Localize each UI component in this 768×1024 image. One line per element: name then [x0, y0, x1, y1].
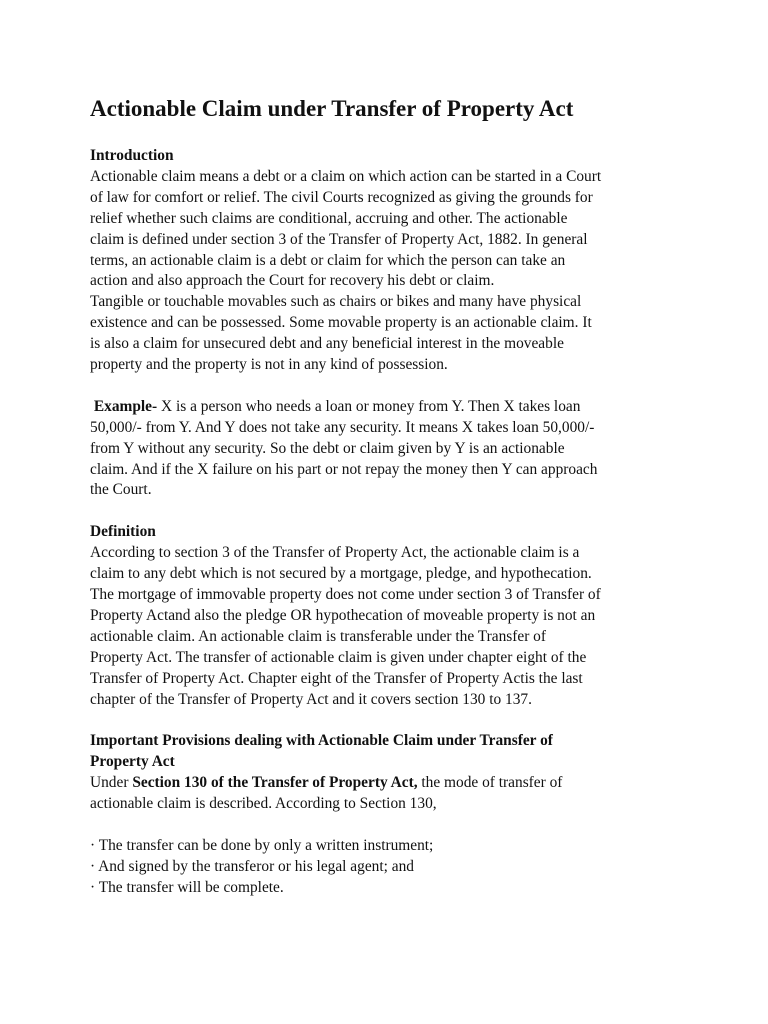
text-line	[90, 773, 690, 794]
heading-line: Important Provisions dealing with Actionable Claim under Transfer of	[90, 732, 553, 750]
text-line: actionable claim. An actionable claim is transferable under the Transfer of	[90, 627, 546, 645]
text-line: According to section 3 of the Transfer of Property Act, the actionable claim is a	[90, 544, 580, 562]
text-line: is also a claim for unsecured debt and any beneficial interest in the moveable	[90, 335, 564, 353]
text-line: existence and can be possessed. Some movable property is an actionable claim. It	[90, 314, 592, 332]
text-line	[90, 397, 690, 418]
example-label: Example-	[93, 397, 158, 415]
list-item: · The transfer can be done by only a written instrument;	[90, 836, 434, 854]
introduction-paragraph-1	[90, 167, 690, 292]
section-130-reference: Section 130 of the Transfer of Property Act,	[132, 774, 418, 792]
text-line: relief whether such claims are conditional, accruing and other. The actionable	[90, 209, 568, 227]
introduction-paragraph-2	[90, 292, 690, 376]
under-prefix: Under	[90, 774, 133, 792]
text-line: terms, an actionable claim is a debt or claim for which the person can take an	[90, 251, 566, 269]
document-title: Actionable Claim under Transfer of Property Act	[90, 96, 574, 121]
bullet-list	[90, 836, 690, 899]
text-line: chapter of the Transfer of Property Act and it covers section 130 to 137.	[90, 690, 532, 708]
text-line: property and the property is not in any kind of possession.	[90, 356, 448, 374]
text-line: Actionable claim means a debt or a claim on which action can be started in a Court	[90, 167, 602, 185]
text-line: the Court.	[90, 481, 152, 499]
text-line: from Y without any security. So the debt or claim given by Y is an actionable	[90, 439, 565, 457]
under-rest: the mode of transfer of	[417, 774, 563, 792]
text-line: Property Act. The transfer of actionable claim is given under chapter eight of the	[90, 648, 587, 666]
text-line: Property Actand also the pledge OR hypothecation of moveable property is not an	[90, 606, 596, 624]
text-line: of law for comfort or relief. The civil Courts recognized as giving the grounds for	[90, 188, 593, 206]
text-line: claim. And if the X failure on his part or not repay the money then Y can approach	[90, 460, 598, 478]
example-first-line: X is a person who needs a loan or money from Y. Then X takes loan	[157, 397, 581, 415]
text-line: claim is defined under section 3 of the Transfer of Property Act, 1882. In general	[90, 230, 588, 248]
text-line: The mortgage of immovable property does not come under section 3 of Transfer of	[90, 586, 601, 603]
list-item: · And signed by the transferor or his legal agent; and	[90, 857, 414, 875]
provisions-heading	[90, 731, 690, 773]
text-line: claim to any debt which is not secured by a mortgage, pledge, and hypothecation.	[90, 565, 592, 583]
definition-heading: Definition	[90, 523, 156, 541]
provisions-paragraph	[90, 773, 690, 815]
definition-paragraph	[90, 543, 690, 710]
text-line: actionable claim is described. According to Section 130,	[90, 795, 437, 813]
text-line: Transfer of Property Act. Chapter eight of the Transfer of Property Actis the last	[90, 669, 583, 687]
example-paragraph	[90, 397, 690, 502]
document-page	[90, 94, 690, 899]
heading-line: Property Act	[90, 753, 175, 771]
introduction-heading: Introduction	[90, 147, 174, 164]
text-line: Tangible or touchable movables such as chairs or bikes and many have physical	[90, 293, 582, 311]
text-line: 50,000/- from Y. And Y does not take any security. It means X takes loan 50,000/-	[90, 418, 595, 436]
text-line: action and also approach the Court for recovery his debt or claim.	[90, 272, 495, 290]
list-item: · The transfer will be complete.	[90, 878, 284, 896]
